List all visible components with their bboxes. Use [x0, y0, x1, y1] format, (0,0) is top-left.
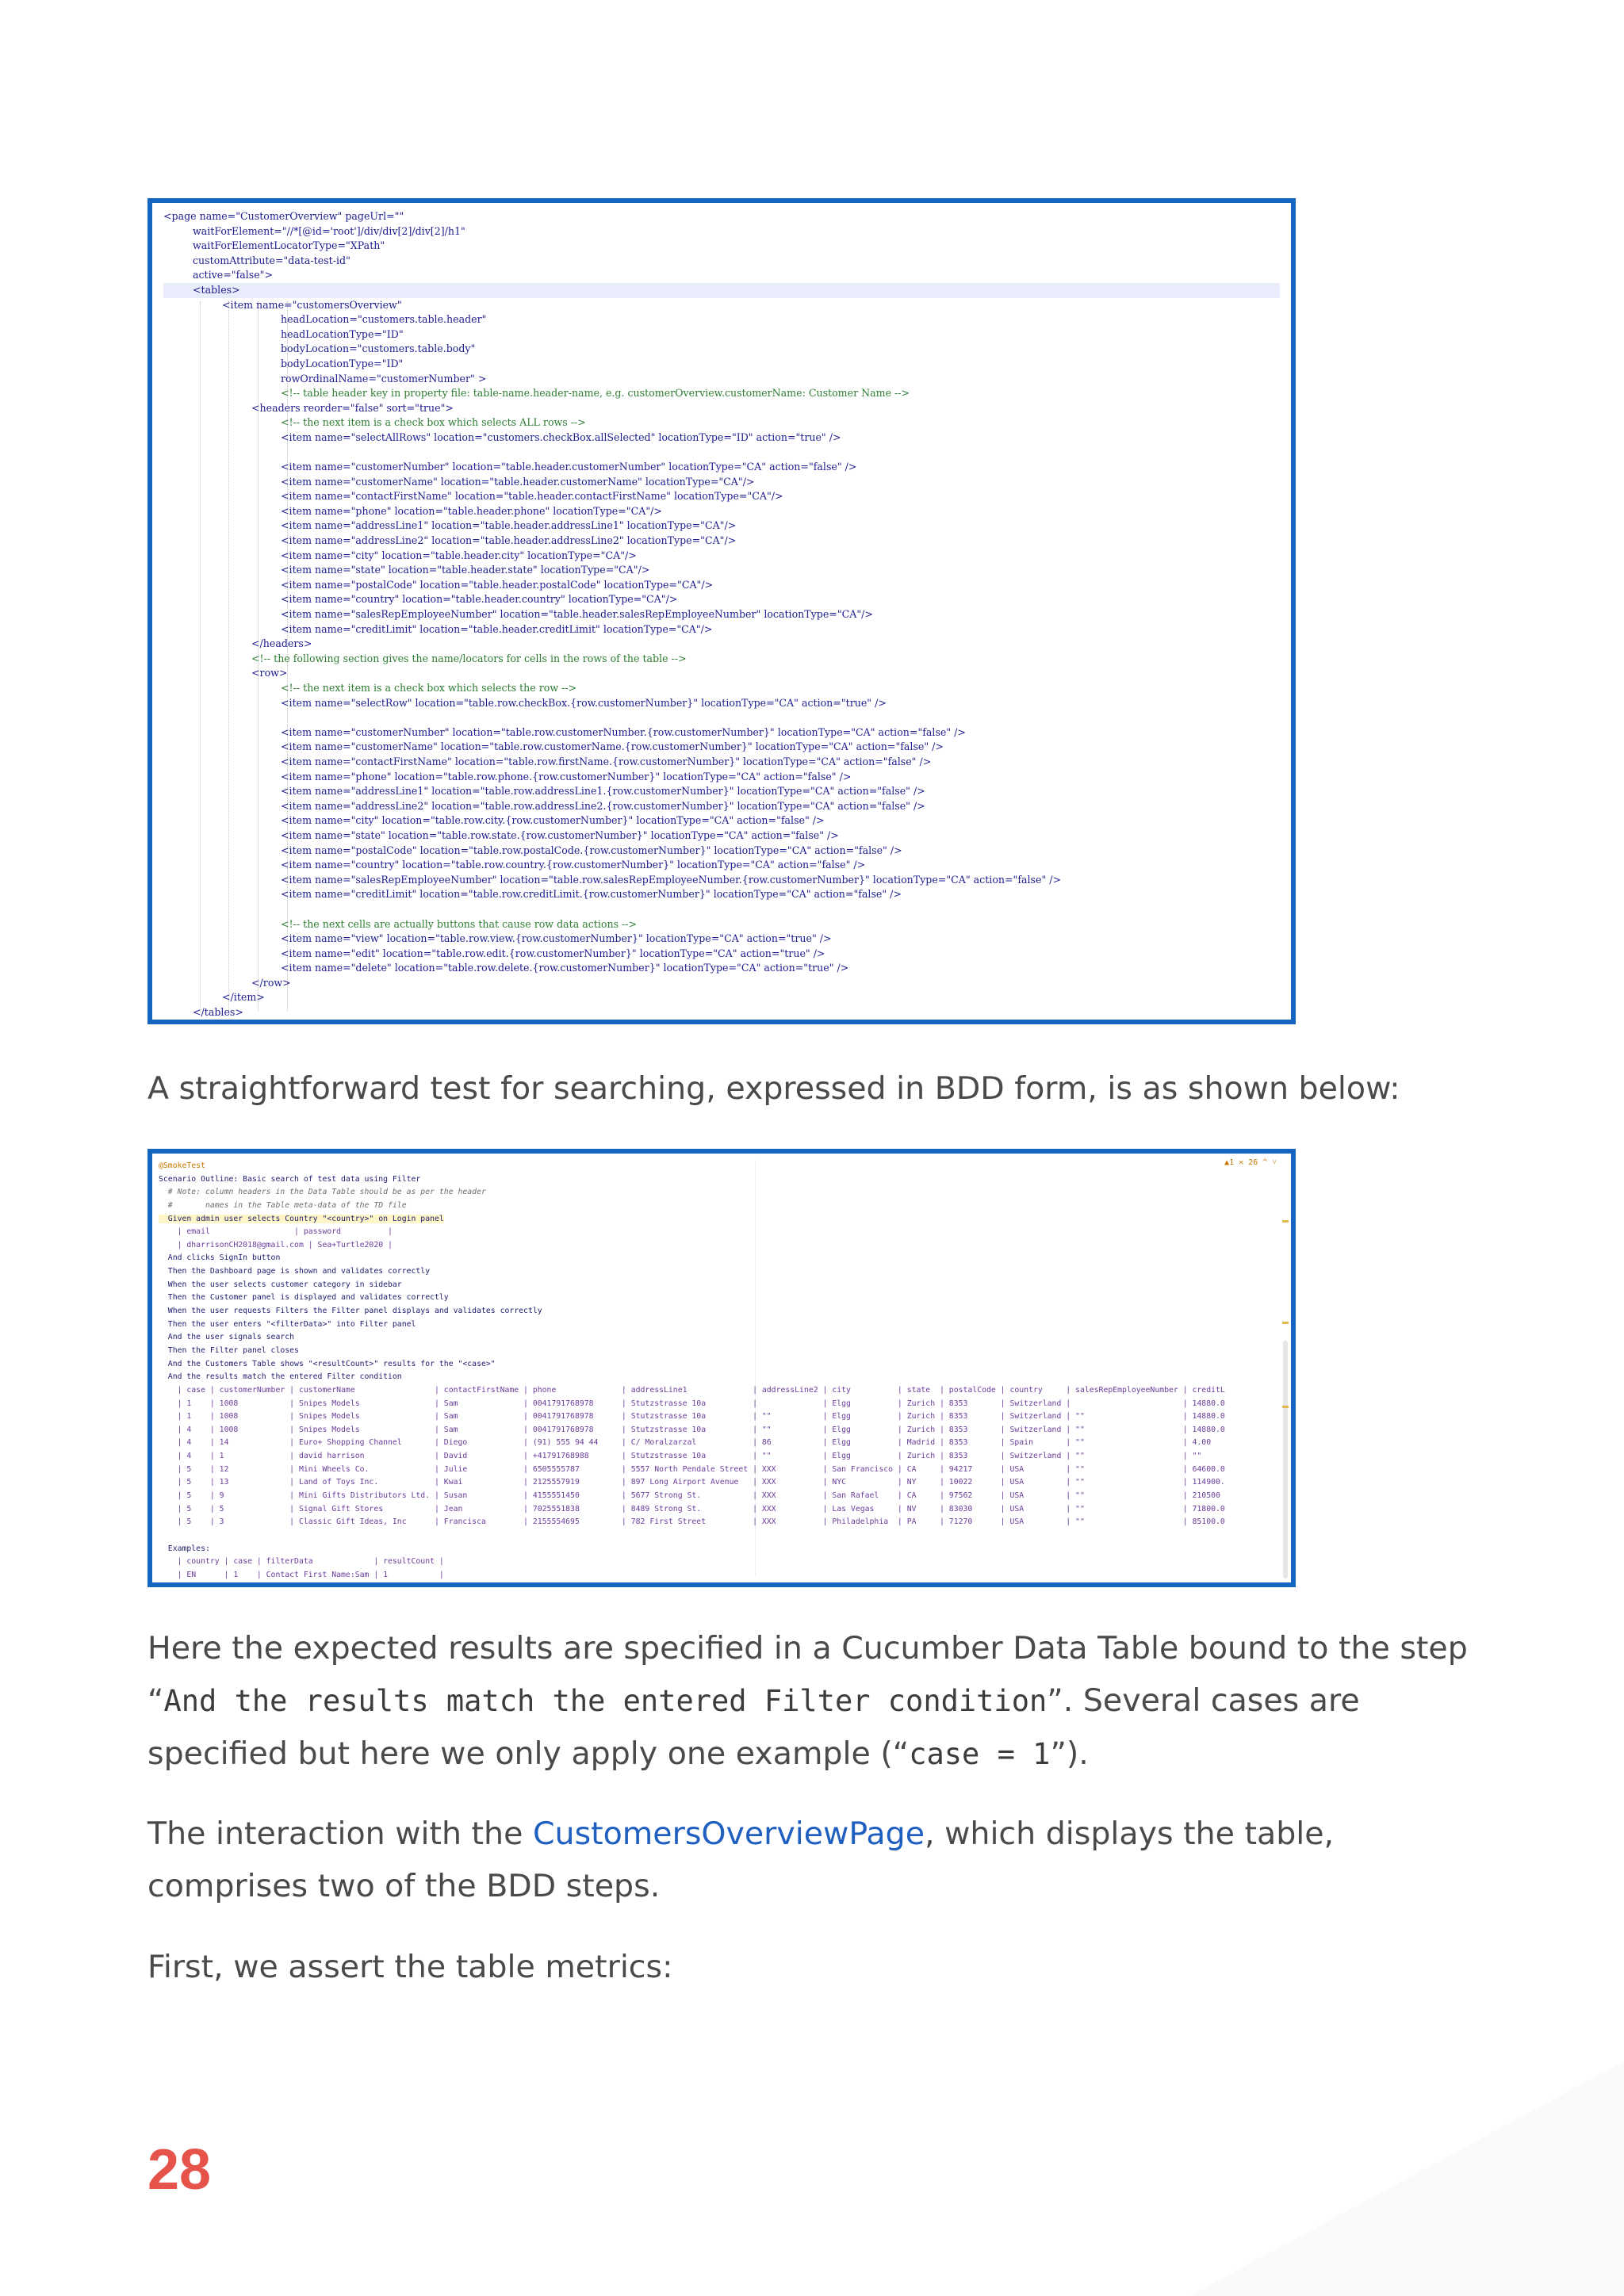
gherkin-table-row: | email | password |: [159, 1227, 393, 1237]
xml-code-line: <item name="view" location="table.row.view.{row.customerNumber}" locationType="CA" action="true" />: [281, 932, 832, 945]
intro-paragraph: A straightforward test for searching, expressed in BDD form, is as shown below:: [147, 1070, 1400, 1107]
xml-code-line: <tables>: [163, 283, 1280, 298]
gherkin-step-line: @SmokeTest: [159, 1161, 205, 1170]
gherkin-table-row: | 5 | 12 | Mini Wheels Co. | Julie | 6505555787 | 5557 North Pendale Street | XXX | San Francisco | CA | 94217 | USA | "" | 64600.0: [159, 1464, 1225, 1474]
xml-code-line: <item name="state" location="table.row.state.{row.customerNumber}" locationType="CA" action="false" />: [281, 828, 839, 841]
xml-code-line: <item name="postalCode" location="table.header.postalCode" locationType="CA"/>: [281, 578, 714, 591]
xml-code-line: <headers reorder="false" sort="true">: [251, 401, 454, 414]
gherkin-table-row: | dharrisonCH2018@gmail.com | Sea+Turtle2020 |: [159, 1240, 393, 1249]
gherkin-step-line: And the results match the entered Filter condition: [159, 1372, 402, 1382]
gherkin-step-line: And the Customers Table shows "<resultCount>" results for the "<case>": [159, 1359, 496, 1368]
xml-code-line: <item name="addressLine1" location="table.row.addressLine1.{row.customerNumber}" locationType="CA" action="false" />: [281, 785, 925, 798]
xml-code-line: <item name="addressLine1" location="table.header.addressLine1" locationType="CA"/>: [281, 519, 737, 532]
gherkin-step-line: Given admin user selects Country "<country>" on Login panel: [159, 1214, 444, 1223]
xml-code-line: <item name="salesRepEmployeeNumber" location="table.header.salesRepEmployeeNumber" locationType="CA"/>: [281, 608, 873, 621]
xml-code-line: <item name="delete" location="table.row.delete.{row.customerNumber}" locationType="CA" action="true" />: [281, 962, 849, 974]
gherkin-table-row: | 4 | 1008 | Snipes Models | Sam | 0041791768978 | Stutzstrasse 10a | "" | Elgg | Zurich | 8353 | Switzerland | "" | 14880.0: [159, 1425, 1225, 1434]
xml-code-line: <item name="customerName" location="table.row.customerName.{row.customerNumber}" locationType="CA" action="false" />: [281, 740, 944, 753]
xml-code-line: <item name="selectRow" location="table.row.checkBox.{row.customerNumber}" locationType="CA" action="true" />: [281, 696, 887, 709]
gherkin-table-row: | 1 | 1008 | Snipes Models | Sam | 0041791768978 | Stutzstrasse 10a | | Elgg | Zurich | 8353 | Switzerland | | 14880.0: [159, 1399, 1225, 1408]
xml-code-line: <item name="city" location="table.row.city.{row.customerNumber}" locationType="CA" action="false" />: [281, 814, 825, 827]
xml-code-line: <item name="customerName" location="table.header.customerName" locationType="CA"/>: [281, 475, 755, 488]
xml-code-line: <item name="customerNumber" location="table.header.customerNumber" locationType="CA" action="false" />: [281, 461, 857, 473]
gherkin-table-row: | EN | 1 | Contact First Name:Sam | 1 |: [159, 1570, 444, 1579]
xml-code-line: [163, 446, 1280, 461]
xml-code-line: <item name="contactFirstName" location="table.row.firstName.{row.customerNumber}" locationType="CA" action="false" />: [281, 755, 932, 767]
xml-code-line: [163, 710, 1280, 725]
gherkin-table-row: | 5 | 5 | Signal Gift Stores | Jean | 7025551838 | 8489 Strong St. | XXX | Las Vegas | NV | 83030 | USA | "" | 71800.0: [159, 1504, 1225, 1513]
xml-code-line: <item name="country" location="table.row.country.{row.customerNumber}" locationType="CA" action="false" />: [281, 859, 866, 871]
scroll-marker: [1282, 1406, 1289, 1408]
page-number: 28: [147, 2138, 212, 2202]
xml-code-line: bodyLocationType="ID": [281, 357, 404, 369]
xml-code-line: <item name="state" location="table.header.state" locationType="CA"/>: [281, 564, 650, 576]
xml-code-line: <item name="phone" location="table.row.phone.{row.customerNumber}" locationType="CA" action="false" />: [281, 770, 852, 783]
xml-code-line: rowOrdinalName="customerNumber" >: [281, 372, 487, 385]
gherkin-comment-line: # names in the Table meta-data of the TD file: [159, 1200, 407, 1210]
xml-code-line: <item name="selectAllRows" location="customers.checkBox.allSelected" locationType="ID" action="true" />: [281, 430, 841, 443]
xml-code-line: waitForElement="//*[@id='root']/div/div[2]/div[2]/h1": [193, 224, 465, 237]
xml-code-line: <item name="city" location="table.header.city" locationType="CA"/>: [281, 549, 637, 561]
gherkin-step-line: Examples:: [159, 1544, 210, 1553]
xml-code-line: headLocation="customers.table.header": [281, 313, 487, 326]
xml-code-line: <item name="edit" location="table.row.edit.{row.customerNumber}" locationType="CA" action="true" />: [281, 947, 825, 959]
gherkin-table-row: | 1 | 1008 | Snipes Models | Sam | 0041791768978 | Stutzstrasse 10a | "" | Elgg | Zurich | 8353 | Switzerland | "" | 14880.0: [159, 1412, 1225, 1422]
xml-code-line: active="false">: [193, 269, 274, 281]
xml-code-line: <item name="customerNumber" location="table.row.customerNumber.{row.customerNumber}" locationType="CA" action="false" />: [281, 725, 966, 738]
scroll-marker: [1282, 1220, 1289, 1223]
table-metrics-paragraph: First, we assert the table metrics:: [147, 1949, 673, 1985]
gherkin-code-listing: [159, 1160, 1285, 1579]
gherkin-table-row: | 4 | 14 | Euro+ Shopping Channel | Diego | (91) 555 94 44 | C/ Moralzarzal | 86 | Elgg | Madrid | 8353 | Spain | "" | 4.00: [159, 1438, 1212, 1448]
gherkin-step-line: When the user requests Filters the Filter panel displays and validates correctly: [159, 1307, 542, 1316]
xml-code-line: <item name="creditLimit" location="table.row.creditLimit.{row.customerNumber}" locationType="CA" action="false" />: [281, 888, 902, 901]
inline-code: case = 1: [909, 1737, 1051, 1771]
gherkin-step-line: When the user selects customer category in sidebar: [159, 1280, 402, 1289]
xml-code-line: <item name="customersOverview": [222, 298, 402, 311]
editor-inspection-widget[interactable]: ▲1 ✕ 26 ^ ˅: [1224, 1158, 1277, 1167]
xml-code-line: </tables>: [193, 1006, 243, 1019]
xml-code-line: <item name="creditLimit" location="table.header.creditLimit" locationType="CA"/>: [281, 622, 713, 635]
gherkin-step-line: Then the Dashboard page is shown and validates correctly: [159, 1267, 431, 1276]
xml-code-screenshot: [147, 198, 1296, 1024]
xml-code-line: headLocationType="ID": [281, 327, 404, 340]
xml-code-line: waitForElementLocatorType="XPath": [193, 239, 385, 252]
xml-comment-line: <!-- table header key in property file: table-name.header-name, e.g. customerOverview.customerName: Customer Name -->: [281, 387, 910, 400]
xml-code-line: [163, 902, 1280, 917]
gherkin-table-row: | case | customerNumber | customerName | contactFirstName | phone | addressLine1 | addressLine2 | city | state | postalCode | country | salesRepEmployeeNumber | creditL: [159, 1385, 1225, 1395]
gherkin-step-line: [159, 1529, 1285, 1543]
xml-code-line: <page name="CustomerOverview" pageUrl="": [163, 210, 404, 222]
gherkin-step-line: Scenario Outline: Basic search of test data using Filter: [159, 1174, 421, 1184]
xml-comment-line: <!-- the next cells are actually buttons that cause row data actions -->: [281, 917, 638, 930]
xml-code-line: bodyLocation="customers.table.body": [281, 342, 476, 355]
xml-code-line: <item name="contactFirstName" location="table.header.contactFirstName" locationType="CA"/>: [281, 490, 783, 503]
gherkin-comment-line: # Note: column headers in the Data Table should be as per the header: [159, 1188, 486, 1197]
gherkin-table-row: | 5 | 13 | Land of Toys Inc. | Kwai | 2125557919 | 897 Long Airport Avenue | XXX | NYC | NY | 10022 | USA | "" | 114900.: [159, 1478, 1225, 1487]
gherkin-step-line: Then the user enters "<filterData>" into Filter panel: [159, 1319, 416, 1329]
gherkin-step-line: Then the Filter panel closes: [159, 1345, 299, 1355]
page-object-paragraph: The interaction with the CustomersOverviewPage, which displays the table, comprises two of the BDD steps.: [147, 1816, 1335, 1904]
xml-code-line: </item>: [222, 991, 265, 1004]
xml-code-line: <item name="country" location="table.header.country" locationType="CA"/>: [281, 593, 678, 606]
xml-code-line: <item name="addressLine2" location="table.row.addressLine2.{row.customerNumber}" locationType="CA" action="false" />: [281, 799, 925, 812]
gherkin-table-row: | 4 | 1 | david harrison | David | +41791768988 | Stutzstrasse 10a | "" | Elgg | Zurich | 8353 | Switzerland | "" | "": [159, 1452, 1202, 1461]
gherkin-table-row: | 5 | 3 | Classic Gift Ideas, Inc | Francisca | 2155554695 | 782 First Street | XXX | Philadelphia | PA | 71270 | USA | "" | 85100.0: [159, 1517, 1225, 1527]
xml-code-line: <item name="phone" location="table.header.phone" locationType="CA"/>: [281, 504, 662, 517]
editor-scrollbar[interactable]: [1283, 1341, 1288, 1578]
gherkin-feature-screenshot: [147, 1149, 1296, 1587]
gherkin-step-line: And the user signals search: [159, 1333, 295, 1342]
gherkin-table-row: | 5 | 9 | Mini Gifts Distributors Ltd. | Susan | 4155551450 | 5677 Strong St. | XXX | San Rafael | CA | 97562 | USA | "" | 210500: [159, 1491, 1220, 1501]
gherkin-step-line: Then the Customer panel is displayed and validates correctly: [159, 1293, 449, 1303]
scroll-marker: [1282, 1322, 1289, 1324]
xml-code-listing: [163, 209, 1280, 1020]
xml-code-line: <row>: [251, 667, 288, 679]
xml-comment-line: <!-- the following section gives the name/locators for cells in the rows of the table -->: [251, 652, 687, 664]
customers-overview-page-link[interactable]: CustomersOverviewPage: [532, 1816, 925, 1852]
xml-code-line: </headers>: [251, 637, 312, 650]
xml-code-line: <item name="postalCode" location="table.row.postalCode.{row.customerNumber}" locationType="CA" action="false" />: [281, 844, 902, 856]
data-table-paragraph: Here the expected results are specified in a Cucumber Data Table bound to the step “And the results match the entered Filter condition”. Several cases are specified but here we only apply one example (“case = 1”).: [147, 1630, 1468, 1772]
xml-code-line: <item name="addressLine2" location="table.header.addressLine2" locationType="CA"/>: [281, 534, 737, 547]
xml-comment-line: <!-- the next item is a check box which selects the row -->: [281, 682, 577, 694]
xml-code-line: <item name="salesRepEmployeeNumber" location="table.row.salesRepEmployeeNumber.{row.customerNumber}" locationType="CA" action="false" />: [281, 873, 1062, 886]
xml-code-line: </row>: [251, 976, 291, 989]
gherkin-step-line: And clicks SignIn button: [159, 1253, 281, 1263]
inline-code: And the results match the entered Filter condition: [163, 1684, 1048, 1718]
xml-code-line: customAttribute="data-test-id": [193, 254, 350, 266]
xml-comment-line: <!-- the next item is a check box which selects ALL rows -->: [281, 416, 586, 429]
gherkin-table-row: | country | case | filterData | resultCount |: [159, 1557, 444, 1567]
